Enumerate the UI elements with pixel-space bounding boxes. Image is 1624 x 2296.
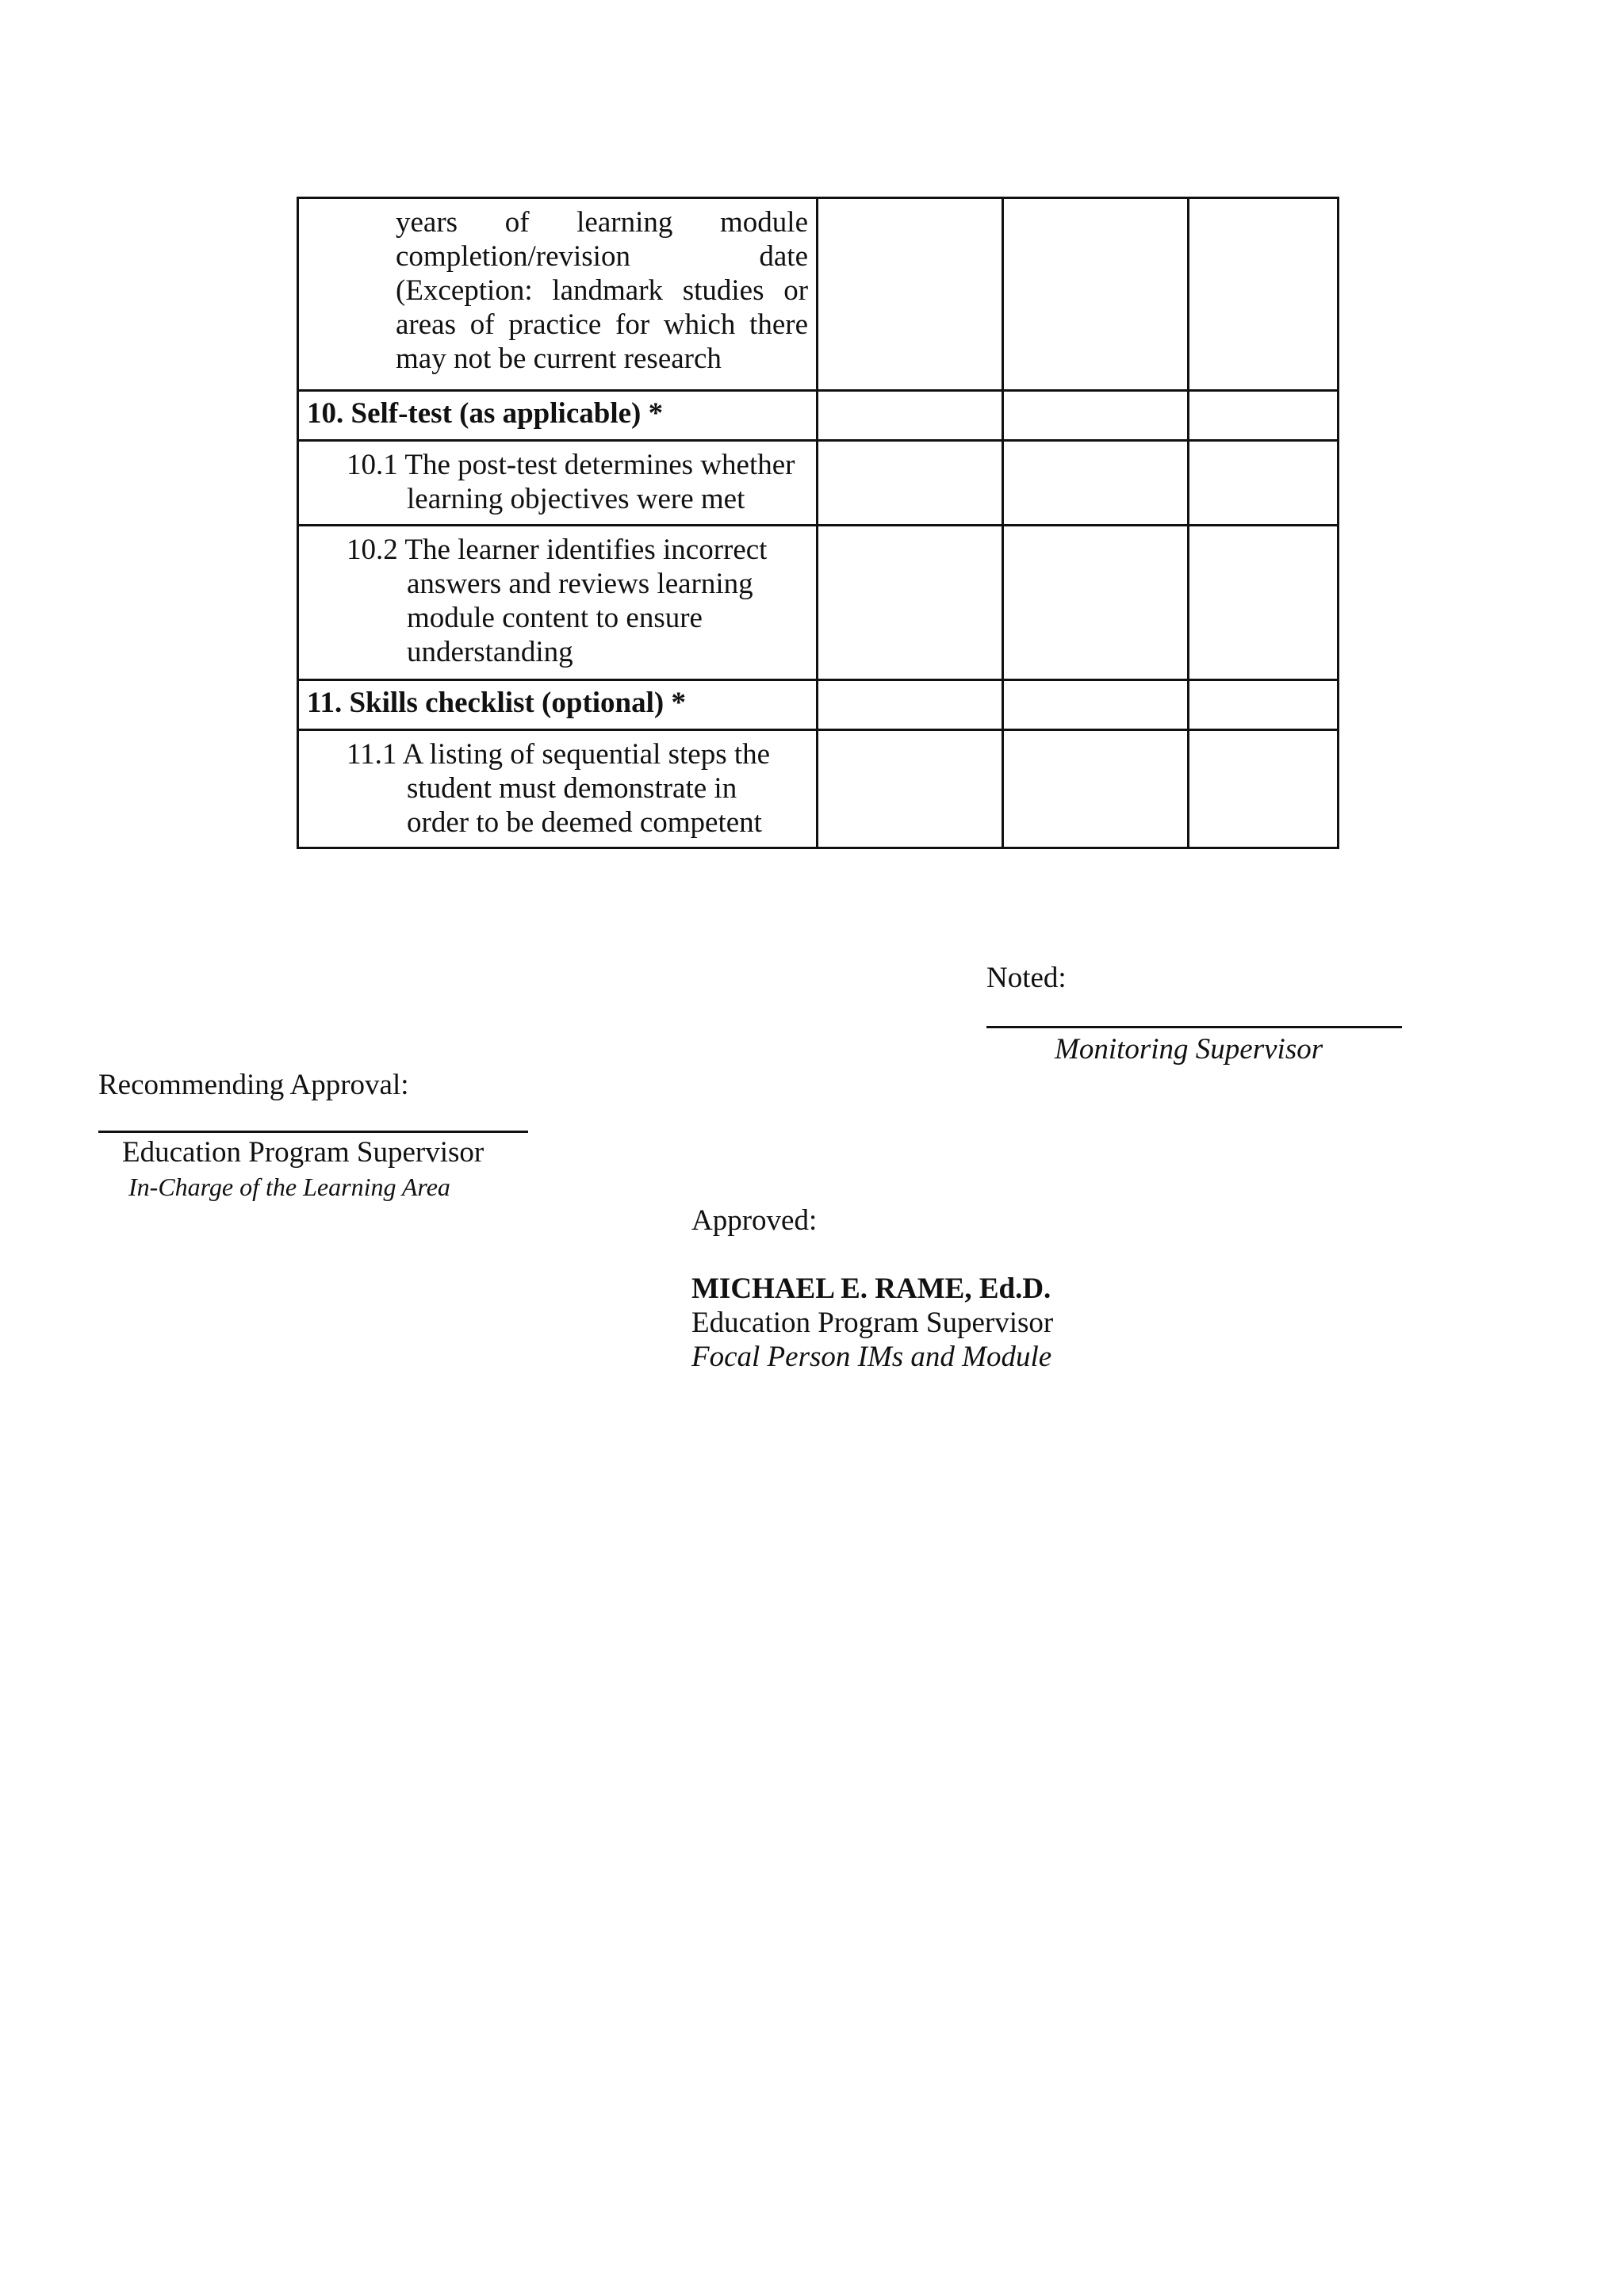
remarks-cell[interactable]: [1189, 526, 1339, 680]
rating-cell[interactable]: [818, 198, 1003, 391]
item-number: 10.1: [347, 449, 398, 481]
criterion-line: student must demonstrate in: [407, 772, 737, 805]
noted-label: Noted:: [986, 962, 1067, 994]
section-heading-row: [298, 391, 1339, 441]
noted-signatory-title: Monitoring Supervisor: [1055, 1033, 1323, 1066]
item-number: 11.1: [347, 738, 397, 771]
remarks-cell[interactable]: [1189, 680, 1339, 730]
evaluation-table: [297, 197, 1339, 849]
approver-name: MICHAEL E. RAME, Ed.D.: [691, 1272, 1051, 1305]
criterion-cell: [298, 526, 818, 680]
criterion-line: years of learning module: [396, 206, 808, 239]
criterion-line: module content to ensure: [407, 602, 703, 634]
criterion-item: [299, 526, 816, 675]
criterion-line: 10.2 The learner identifies incorrect: [347, 534, 768, 566]
approved-label: Approved:: [691, 1204, 818, 1237]
recommending-approval-label: Recommending Approval:: [98, 1069, 409, 1101]
section-heading-row: [298, 680, 1339, 730]
rating-cell[interactable]: [1003, 526, 1189, 680]
approver-title: Education Program Supervisor: [691, 1307, 1054, 1339]
remarks-cell[interactable]: [1189, 441, 1339, 526]
criterion-line: understanding: [407, 636, 573, 668]
criterion-item: [299, 731, 816, 846]
criterion-line: (Exception: landmark studies or: [396, 274, 809, 307]
rating-cell[interactable]: [818, 680, 1003, 730]
criterion-line: may not be current research: [396, 342, 722, 375]
recommending-signature-line[interactable]: [98, 1131, 528, 1133]
rating-cell[interactable]: [1003, 680, 1189, 730]
recommending-signatory-subtitle: In-Charge of the Learning Area: [128, 1173, 450, 1201]
recommending-signatory-title: Education Program Supervisor: [122, 1136, 485, 1169]
noted-signature-line[interactable]: [986, 1026, 1402, 1028]
continued-criterion-text: [299, 199, 816, 381]
table-row: [298, 198, 1339, 391]
criterion-cell: [298, 441, 818, 526]
remarks-cell[interactable]: [1189, 730, 1339, 848]
criterion-cell: [298, 198, 818, 391]
criterion-line: answers and reviews learning: [407, 568, 753, 600]
criterion-cell: [298, 391, 818, 441]
table-row: [298, 730, 1339, 848]
section-heading: 11. Skills checklist (optional) *: [307, 687, 686, 719]
criterion-line: 10.1 The post-test determines whether: [347, 449, 795, 481]
criterion-line: completion/revision date: [396, 240, 808, 273]
rating-cell[interactable]: [1003, 730, 1189, 848]
rating-cell[interactable]: [818, 391, 1003, 441]
rating-cell[interactable]: [1003, 391, 1189, 441]
approver-subtitle: Focal Person IMs and Module: [691, 1341, 1052, 1373]
remarks-cell[interactable]: [1189, 391, 1339, 441]
rating-cell[interactable]: [1003, 198, 1189, 391]
table-row: [298, 441, 1339, 526]
item-number: 10.2: [347, 534, 398, 566]
remarks-cell[interactable]: [1189, 198, 1339, 391]
criterion-line: 11.1 A listing of sequential steps the: [347, 738, 771, 771]
criterion-line: learning objectives were met: [407, 483, 745, 515]
section-heading: 10. Self-test (as applicable) *: [307, 397, 664, 430]
table-row: [298, 526, 1339, 680]
criterion-line: order to be deemed competent: [407, 806, 762, 839]
rating-cell[interactable]: [818, 441, 1003, 526]
rating-cell[interactable]: [818, 526, 1003, 680]
criterion-cell: [298, 680, 818, 730]
rating-cell[interactable]: [1003, 441, 1189, 526]
rating-cell[interactable]: [818, 730, 1003, 848]
criterion-cell: [298, 730, 818, 848]
criterion-item: [299, 442, 816, 522]
criterion-line: areas of practice for which there: [396, 308, 808, 341]
